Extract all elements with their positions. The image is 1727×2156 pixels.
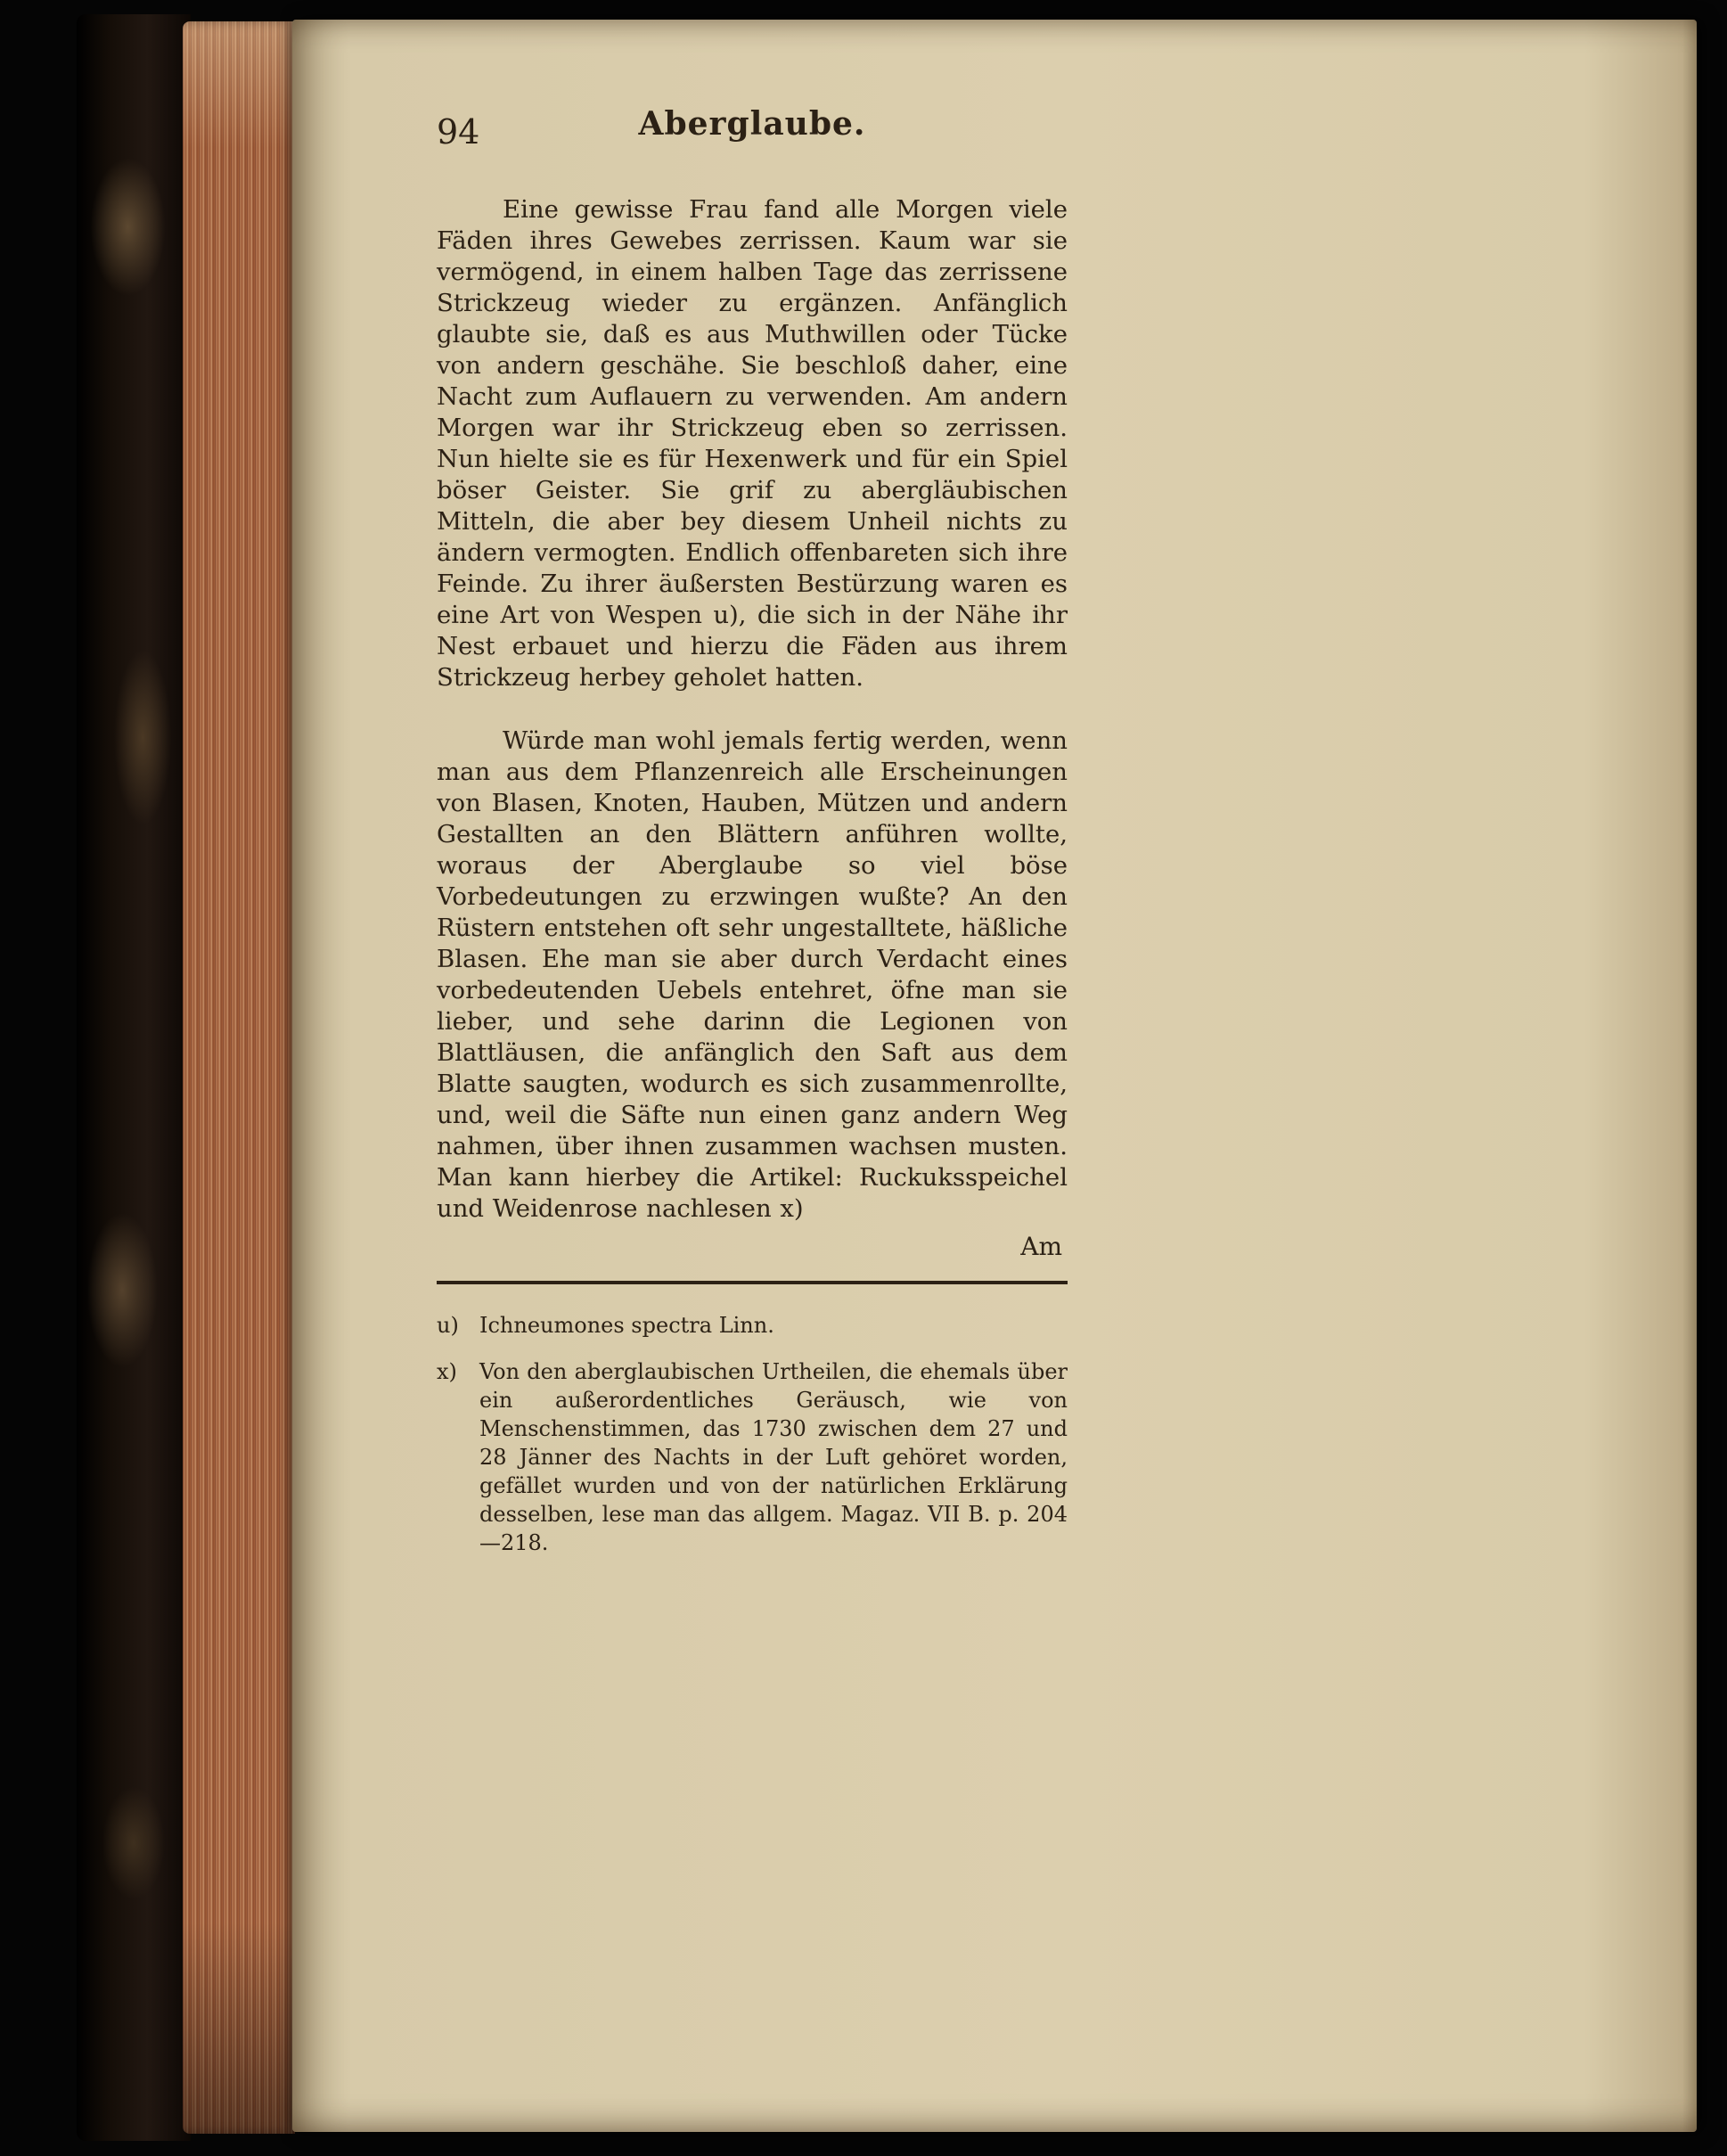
- footnote-marker: u): [437, 1313, 459, 1338]
- footnote-rule: [437, 1281, 1068, 1284]
- page-number: 94: [437, 112, 480, 152]
- book-spine: [77, 14, 191, 2141]
- body-paragraph-2: Würde man wohl jemals fertig werden, wenn man aus dem Pflanzenreich alle Erscheinungen von Blasen, Knoten, Hauben, Mützen und andern Gestallten an den Blättern anführen wollte, woraus der Aberglaube so viel böse Vorbedeutungen zu erzwingen wußte? An den Rüstern entstehen oft sehr ungestalltete, häßliche Blasen. Ehe man sie aber durch Verdacht eines vorbedeutenden Uebels entehret, öfne man sie lieber, und sehe darinn die Legionen von Blattläusen, die anfänglich den Saft aus dem Blatte saugten, wodurch es sich zusammenrollte, und, weil die Säfte nun einen ganz andern Weg nahmen, über ihnen zusammen wachsen musten. Man kann hierbey die Artikel: Ruckuksspeichel und Weidenrose nachlesen x): [437, 726, 1068, 1223]
- book-page: [292, 20, 1697, 2132]
- footnotes-section: [437, 1311, 1068, 1557]
- footnote-x: [437, 1357, 1068, 1557]
- footnote-text: Von den aberglaubischen Urtheilen, die ehemals über ein außerordentliches Geräusch, wie von Menschenstimmen, das 1730 zwischen dem 27 und 28 Jänner des Nachts in der Luft gehöret worden, gefället wurden und von der natürlichen Erklärung desselben, lese man das allgem. Magaz. VII B. p. 204—218.: [479, 1359, 1068, 1555]
- text-column: [437, 105, 1068, 1575]
- body-paragraph-1: Eine gewisse Frau fand alle Morgen viele Fäden ihres Gewebes zerrissen. Kaum war sie vermögend, in einem halben Tage das zerrissene Strickzeug wieder zu ergänzen. Anfänglich glaubte sie, daß es aus Muthwillen oder Tücke von andern geschähe. Sie beschloß daher, eine Nacht zum Auflauern zu verwenden. Am andern Morgen war ihr Strickzeug eben so zerrissen. Nun hielte sie es für Hexenwerk und für ein Spiel böser Geister. Sie grif zu abergläubischen Mitteln, die aber bey diesem Unheil nichts zu ändern vermogten. Endlich offenbareten sich ihre Feinde. Zu ihrer äußersten Bestürzung waren es eine Art von Wespen u), die sich in der Nähe ihr Nest erbauet und hierzu die Fäden aus ihrem Strickzeug herbey geholet hatten.: [437, 195, 1068, 692]
- page-header: [437, 105, 1068, 162]
- footnote-marker: x): [437, 1359, 457, 1384]
- running-head: Aberglaube.: [638, 105, 866, 143]
- footnote-u: [437, 1311, 1068, 1340]
- page-edge-stack: [183, 21, 295, 2134]
- catchword: Am: [1020, 1232, 1062, 1261]
- footnote-text: Ichneumones spectra Linn.: [479, 1313, 774, 1338]
